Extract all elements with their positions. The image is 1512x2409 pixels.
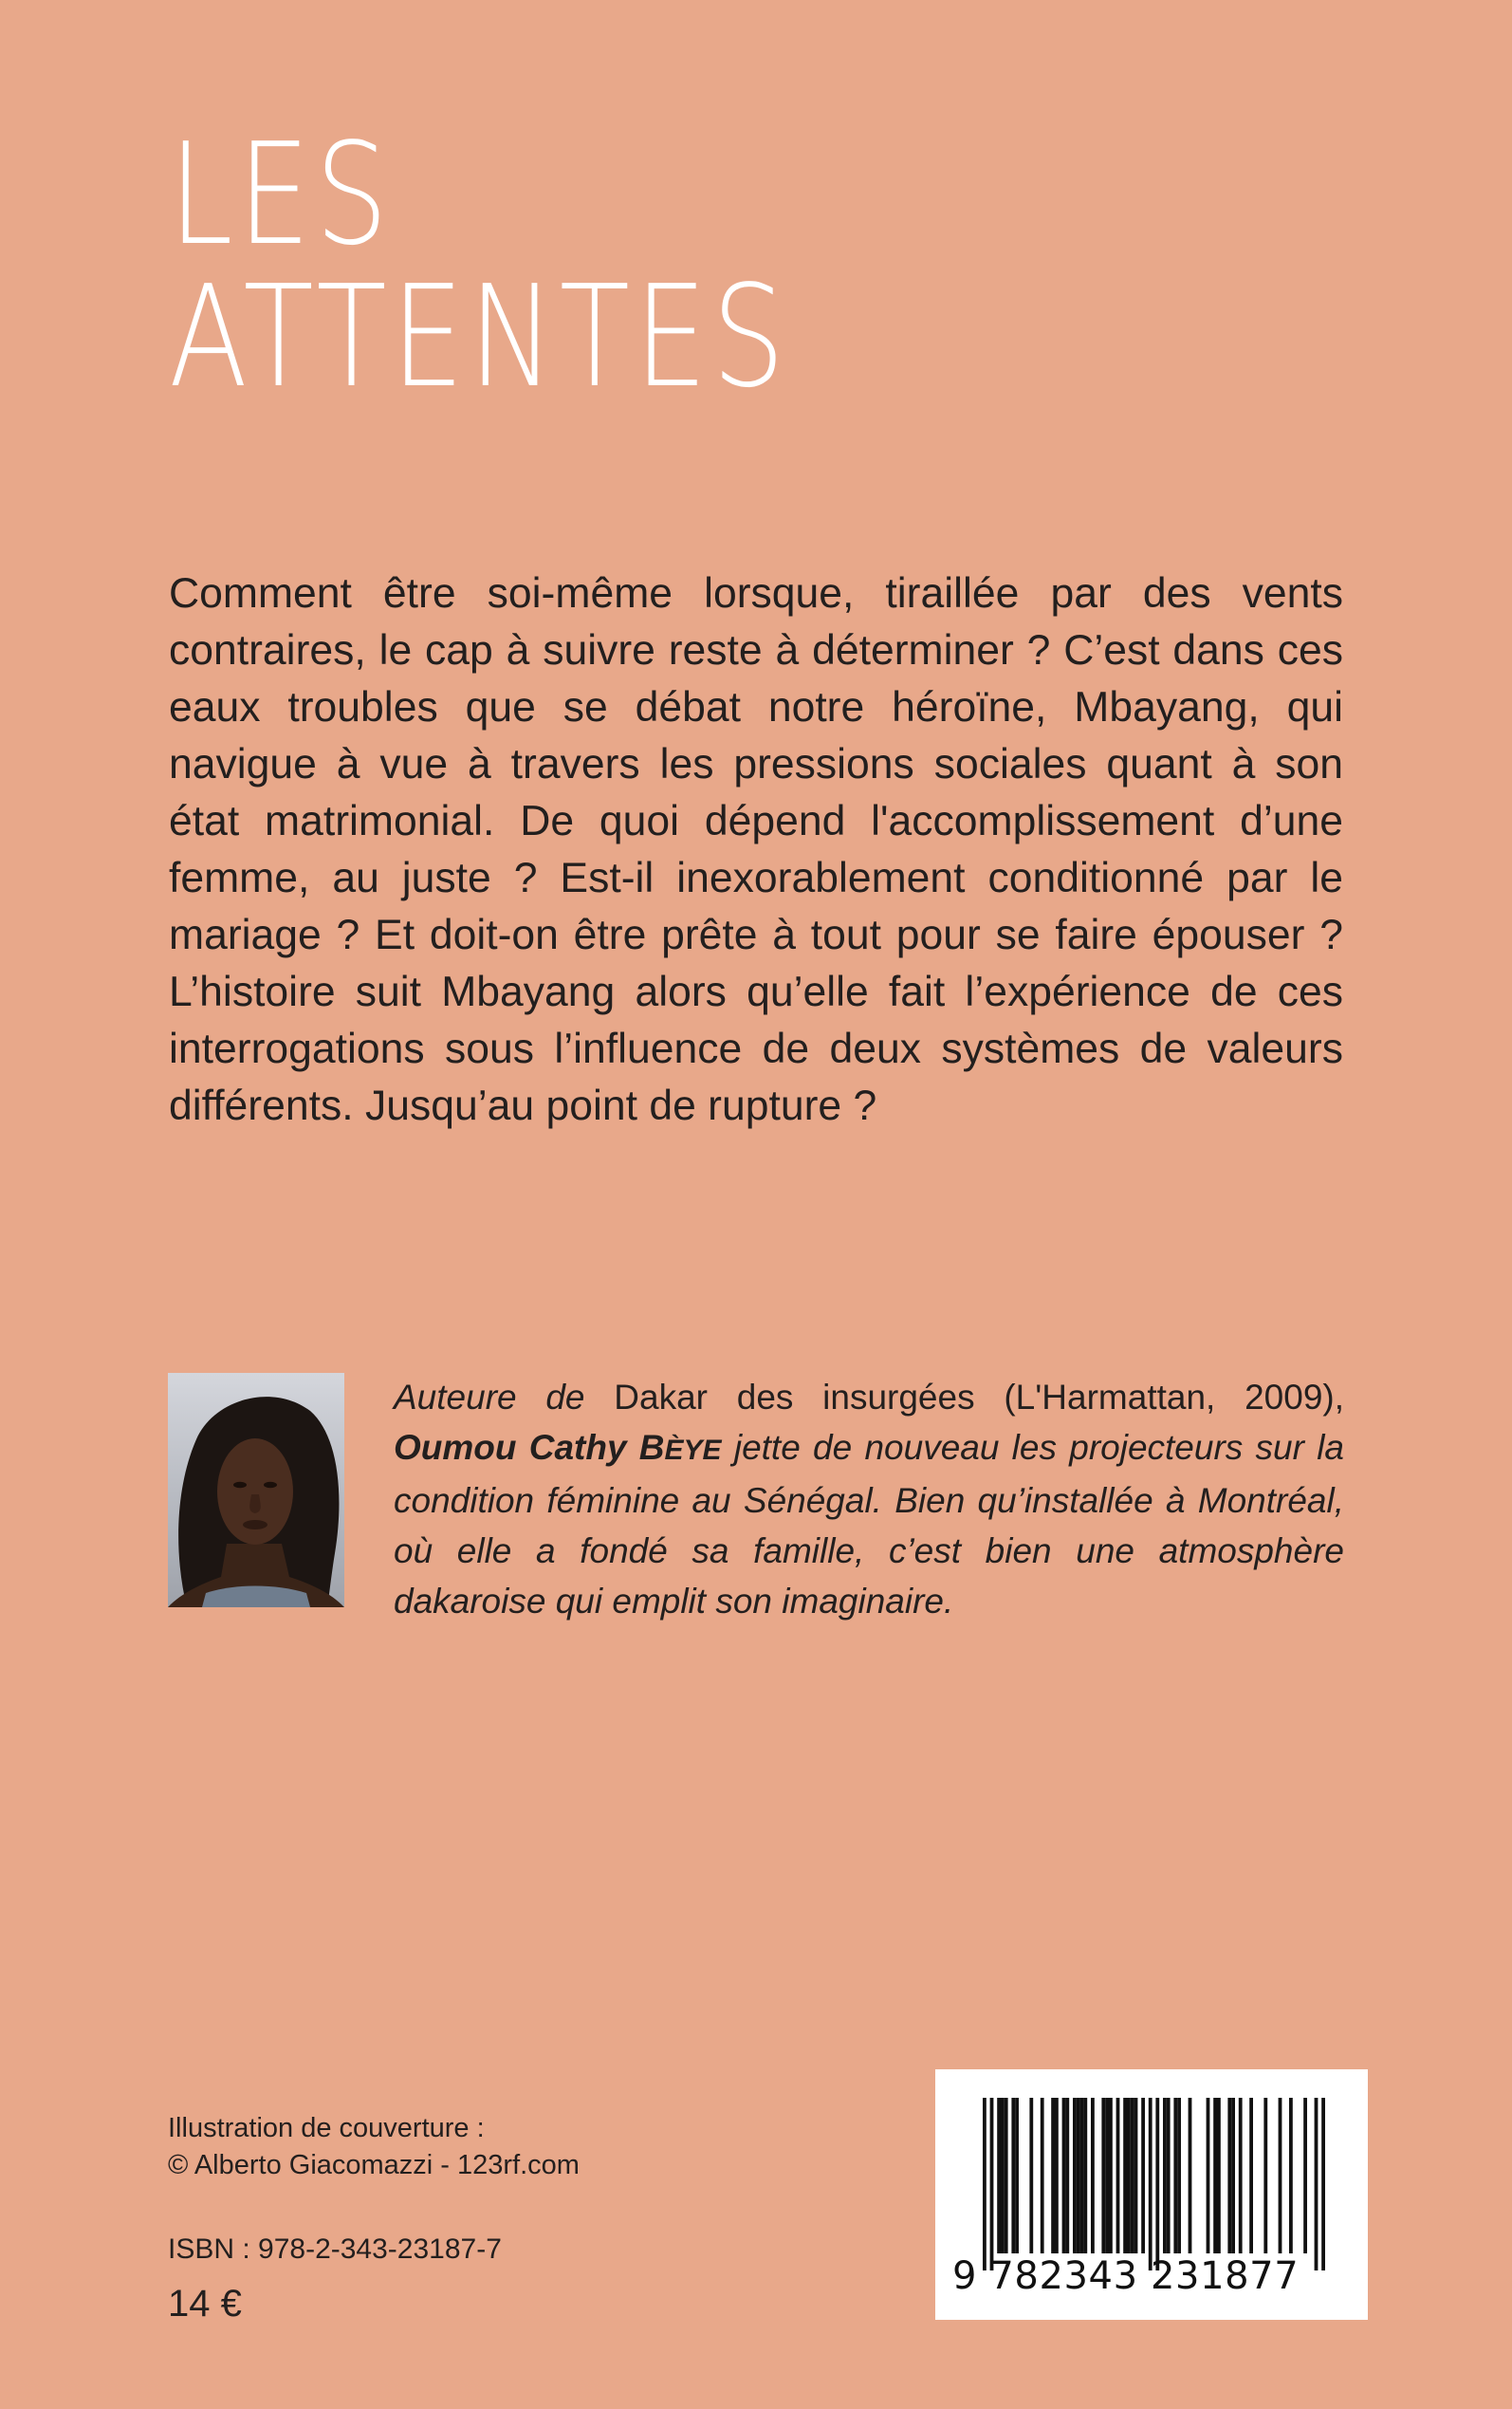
bio-prefix: Auteure de xyxy=(394,1378,585,1417)
barcode-bar xyxy=(1249,2098,1253,2253)
barcode-bar xyxy=(1073,2098,1077,2253)
price: 14 € xyxy=(168,2283,242,2325)
author-name xyxy=(394,1428,722,1467)
barcode-bar xyxy=(1101,2098,1105,2253)
barcode-bar xyxy=(1123,2098,1127,2253)
barcode-digits: 9 782343 231877 xyxy=(952,2254,1300,2298)
barcode-bar xyxy=(1041,2098,1044,2253)
barcode-bar xyxy=(1149,2098,1152,2270)
author-name-accent: È xyxy=(664,1435,684,1466)
barcode-bar xyxy=(1077,2098,1080,2253)
barcode-bar xyxy=(1141,2098,1145,2253)
barcode-bar xyxy=(1303,2098,1307,2253)
barcode-bar xyxy=(1055,2098,1059,2253)
book-title-line-2: ATTENTES xyxy=(169,255,790,418)
cover-credit-value: © Alberto Giacomazzi - 123rf.com xyxy=(168,2150,580,2180)
barcode-bar xyxy=(1263,2098,1267,2253)
isbn: ISBN : 978-2-343-23187-7 xyxy=(168,2233,502,2265)
barcode-bar xyxy=(1217,2098,1221,2253)
barcode-bar xyxy=(1315,2098,1318,2270)
barcode xyxy=(935,2069,1368,2320)
barcode-bar xyxy=(1091,2098,1095,2253)
barcode-bar xyxy=(1127,2098,1131,2253)
barcode-bar xyxy=(1289,2098,1293,2253)
barcode-bar xyxy=(1227,2098,1231,2253)
book-title-line-1: LES xyxy=(169,113,394,276)
barcode-bar xyxy=(1116,2098,1120,2253)
barcode-bar xyxy=(997,2098,1001,2253)
barcode-bar xyxy=(1173,2098,1177,2253)
bio-body: jette de nouveau les projecteurs sur la condition féminine au Sénégal. Bien qu’installée à Montréal, où elle a fondé sa famille, c’est bien une atmosphère dakaroise qui emplit son imaginaire. xyxy=(394,1428,1344,1621)
author-name-rest: YE xyxy=(683,1435,722,1466)
barcode-bar xyxy=(1011,2098,1015,2253)
barcode-bar xyxy=(1207,2098,1210,2253)
barcode-bar xyxy=(1015,2098,1019,2253)
cover-credit-label: Illustration de couverture : xyxy=(168,2113,485,2143)
barcode-bar xyxy=(983,2098,986,2270)
barcode-bar xyxy=(1083,2098,1087,2253)
barcode-bar xyxy=(1001,2098,1005,2253)
bio-previous-book: Dakar des insurgées (L'Harmattan, 2009), xyxy=(614,1378,1344,1417)
barcode-bar xyxy=(1080,2098,1084,2253)
barcode-bar xyxy=(1163,2098,1167,2253)
barcode-bar xyxy=(990,2098,994,2270)
barcode-bar xyxy=(1005,2098,1008,2253)
cover-credit xyxy=(168,2110,580,2184)
barcode-bar xyxy=(1189,2098,1192,2253)
barcode-bar xyxy=(1029,2098,1033,2253)
barcode-bar xyxy=(1134,2098,1138,2253)
barcode-bar xyxy=(1109,2098,1113,2253)
author-photo xyxy=(168,1373,344,1607)
book-title xyxy=(169,113,790,418)
barcode-bar xyxy=(1131,2098,1134,2253)
barcode-bar xyxy=(1231,2098,1235,2253)
barcode-bar xyxy=(1167,2098,1171,2253)
barcode-bar xyxy=(1065,2098,1069,2253)
author-name-first: Oumou Cathy B xyxy=(394,1428,665,1467)
barcode-bar xyxy=(1239,2098,1243,2253)
barcode-bar xyxy=(1321,2098,1325,2270)
barcode-bar xyxy=(1155,2098,1159,2270)
barcode-bar xyxy=(1105,2098,1109,2253)
barcode-bar xyxy=(1051,2098,1055,2253)
barcode-bar xyxy=(1062,2098,1066,2253)
barcode-bar xyxy=(1279,2098,1282,2253)
barcode-bar xyxy=(1213,2098,1217,2253)
synopsis: Comment être soi-même lorsque, tiraillée par des vents contraires, le cap à suivre reste à déterminer ? C’est dans ces eaux troubles que se débat notre héroïne, Mbayang, qui navigue à vue à travers les pressions sociales quant à son état matrimonial. De quoi dépend l'accomplissement d’une femme, au juste ? Est-il inexorablement conditionné par le mariage ? Et doit-on être prête à tout pour se faire épouser ? L’histoire suit Mbayang alors qu’elle fait l’expérience de ces interrogations sous l’influence de deux systèmes de valeurs différents. Jusqu’au point de rupture ? xyxy=(169,570,1343,1129)
barcode-bar xyxy=(1177,2098,1181,2253)
author-bio xyxy=(394,1372,1344,1626)
